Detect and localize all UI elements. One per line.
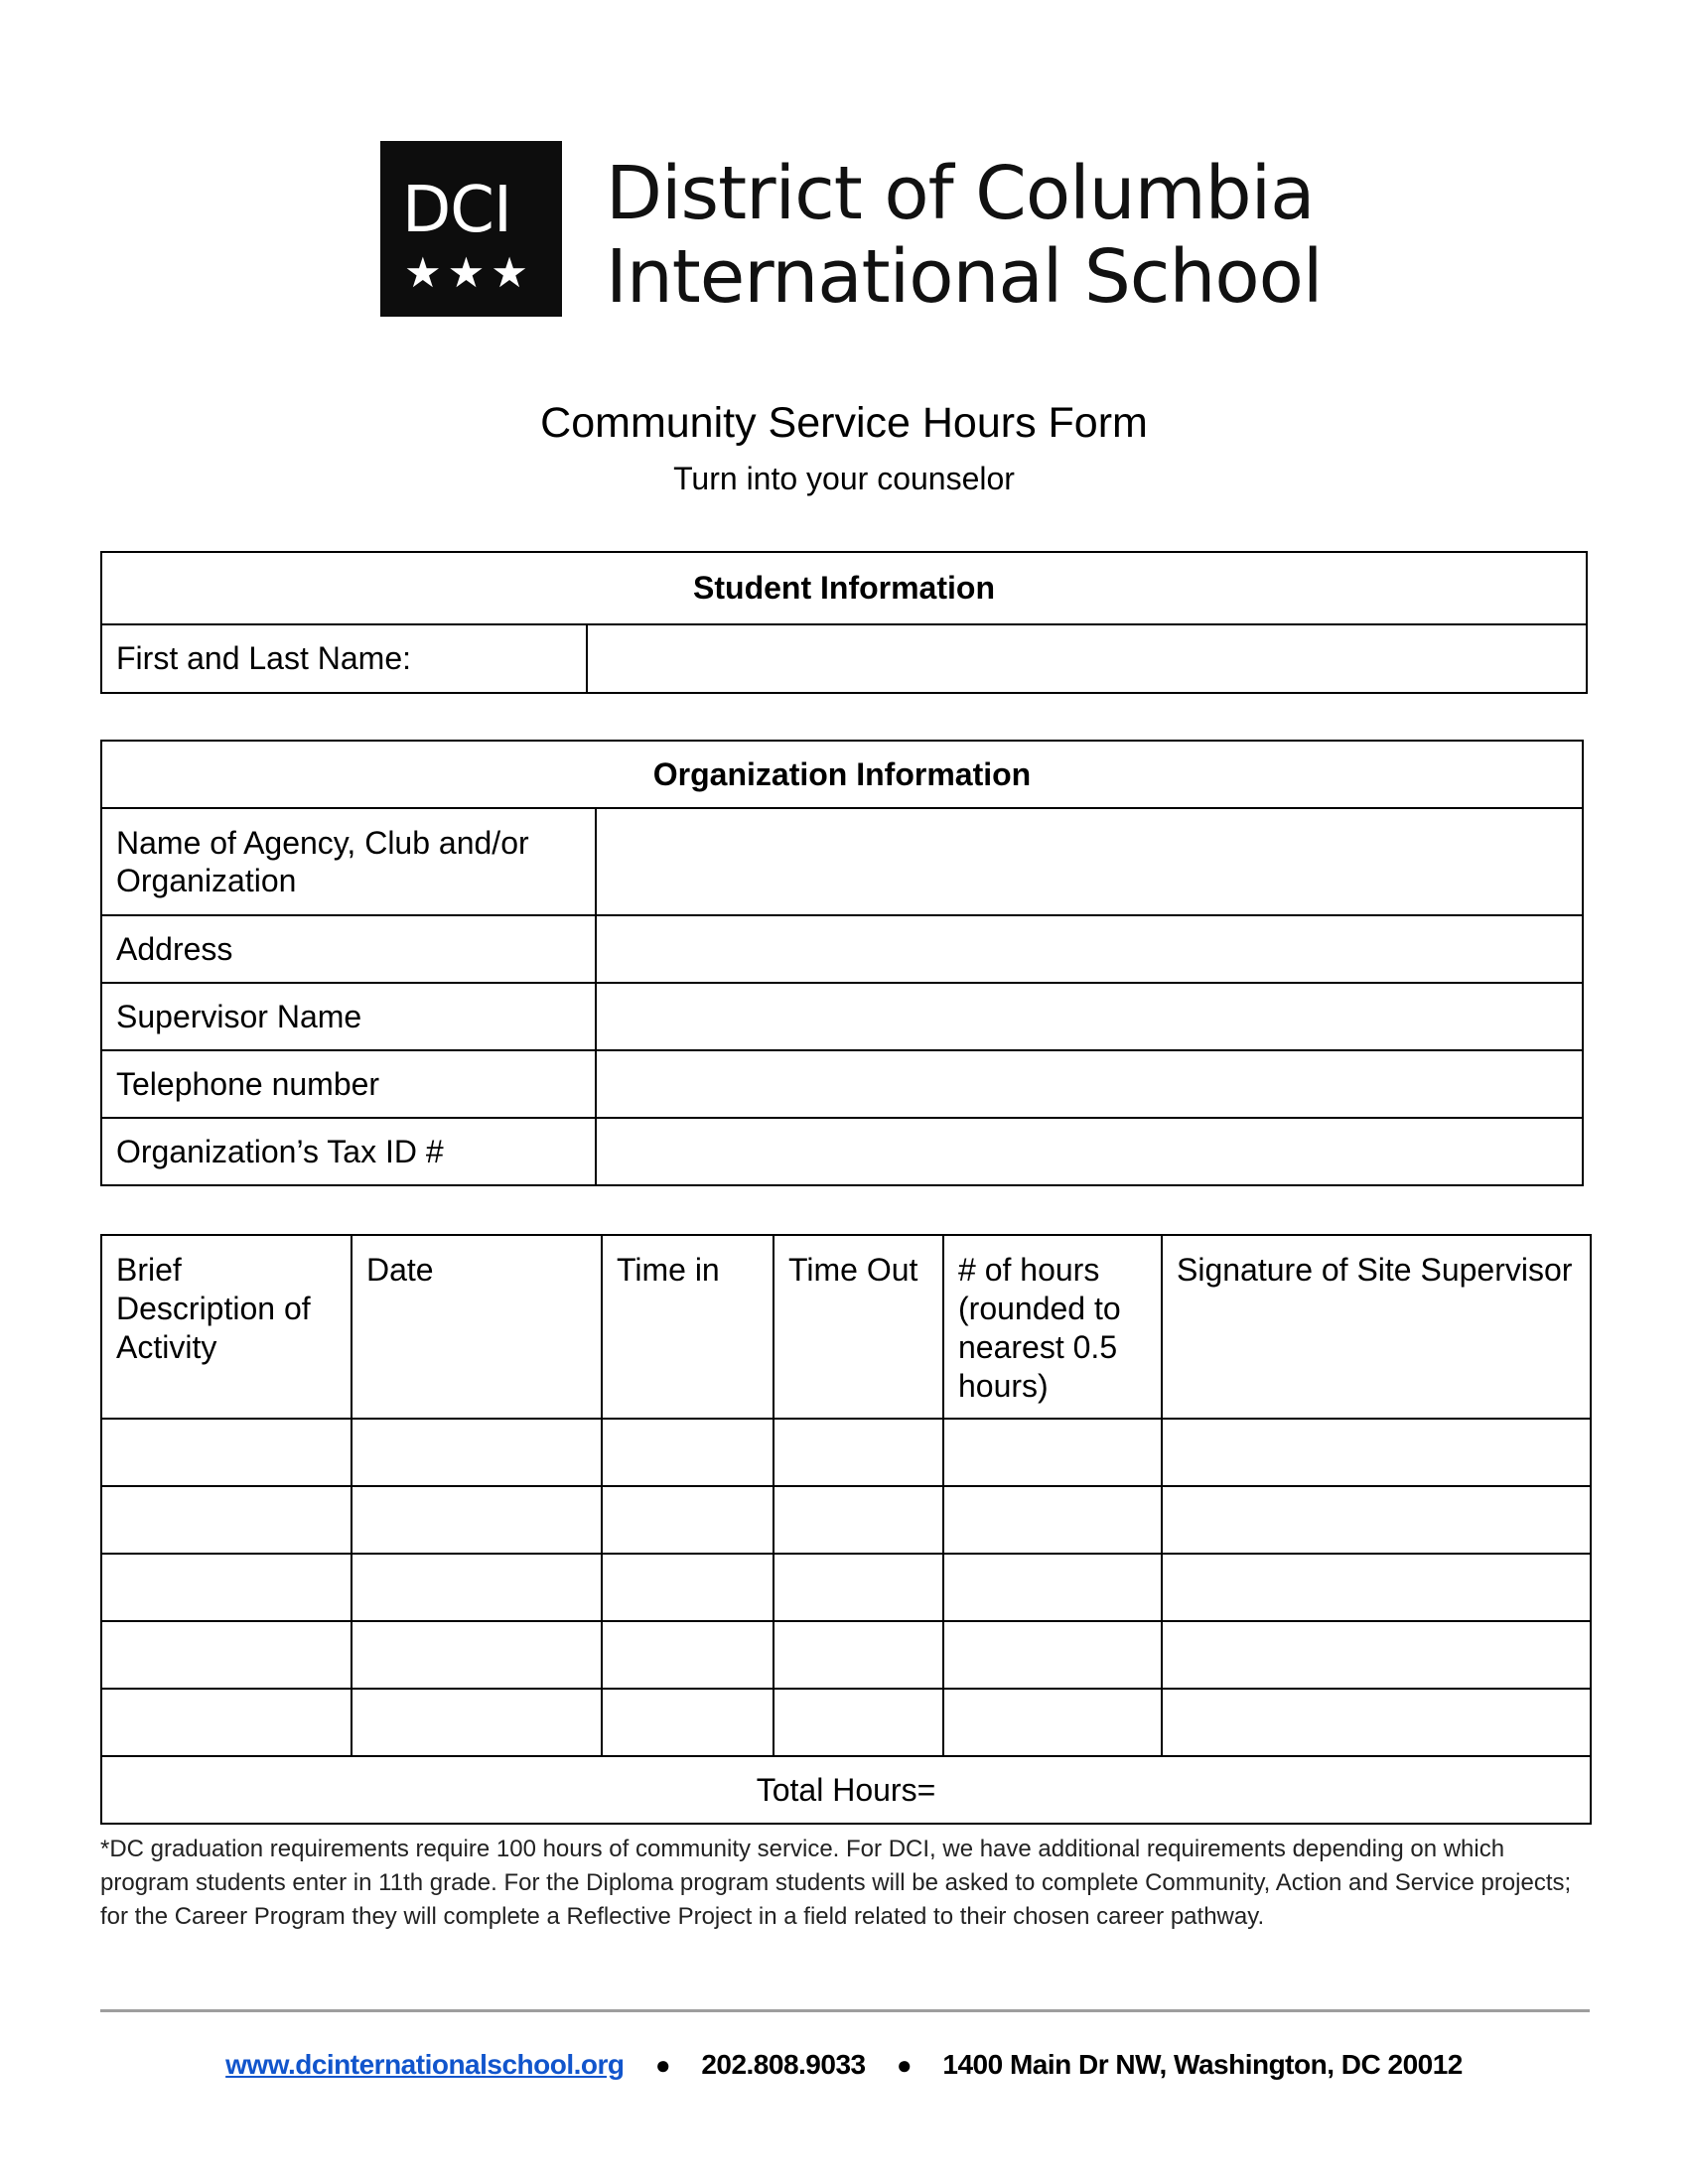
column-header-time-in: Time in [602, 1235, 774, 1419]
description-cell[interactable] [101, 1689, 352, 1756]
table-row [101, 1621, 1591, 1689]
signature-cell[interactable] [1162, 1554, 1591, 1621]
bullet-icon: ● [654, 2050, 671, 2080]
time-out-cell[interactable] [774, 1621, 943, 1689]
organization-info-heading: Organization Information [101, 741, 1583, 808]
street-address: 1400 Main Dr NW, Washington, DC 20012 [942, 2049, 1463, 2080]
logo-abbreviation: DCI [402, 174, 511, 247]
table-row [101, 1486, 1591, 1554]
time-out-cell[interactable] [774, 1419, 943, 1486]
logo-stars-icon: ★★★ [404, 248, 534, 297]
supervisor-name-label: Supervisor Name [101, 983, 596, 1050]
time-in-cell[interactable] [602, 1554, 774, 1621]
date-cell[interactable] [352, 1419, 602, 1486]
description-cell[interactable] [101, 1621, 352, 1689]
time-in-cell[interactable] [602, 1621, 774, 1689]
school-logo [380, 141, 562, 317]
time-in-cell[interactable] [602, 1419, 774, 1486]
time-out-cell[interactable] [774, 1689, 943, 1756]
date-cell[interactable] [352, 1554, 602, 1621]
hours-cell[interactable] [943, 1486, 1162, 1554]
description-cell[interactable] [101, 1419, 352, 1486]
form-subtitle: Turn into your counselor [673, 461, 1015, 496]
tax-id-field[interactable] [596, 1118, 1583, 1185]
signature-cell[interactable] [1162, 1486, 1591, 1554]
column-header-hours: # of hours (rounded to nearest 0.5 hours) [943, 1235, 1162, 1419]
school-name-line2: International School [606, 234, 1323, 320]
student-info-heading: Student Information [101, 552, 1587, 624]
table-row [101, 1554, 1591, 1621]
hours-cell[interactable] [943, 1554, 1162, 1621]
total-hours-label: Total Hours= [101, 1756, 1591, 1824]
footer [0, 2049, 1688, 2081]
hours-log-table [100, 1234, 1592, 1825]
tax-id-label: Organization’s Tax ID # [101, 1118, 596, 1185]
phone-number: 202.808.9033 [701, 2049, 866, 2080]
time-out-cell[interactable] [774, 1554, 943, 1621]
address-field[interactable] [596, 915, 1583, 983]
hours-cell[interactable] [943, 1621, 1162, 1689]
telephone-field[interactable] [596, 1050, 1583, 1118]
date-cell[interactable] [352, 1621, 602, 1689]
telephone-label: Telephone number [101, 1050, 596, 1118]
time-out-cell[interactable] [774, 1486, 943, 1554]
signature-cell[interactable] [1162, 1621, 1591, 1689]
footer-divider [100, 2009, 1590, 2012]
time-in-cell[interactable] [602, 1689, 774, 1756]
table-row [101, 1689, 1591, 1756]
graduation-requirements-note: *DC graduation requirements require 100 hours of community service. For DCI, we have additional requirements depending on which program students enter in 11th grade. For the Diploma program students will be asked to complete Community, Action and Service projects; for the Career Program they will complete a Reflective Project in a field related to their chosen career pathway. [100, 1836, 1572, 1930]
hours-cell[interactable] [943, 1689, 1162, 1756]
time-in-cell[interactable] [602, 1486, 774, 1554]
column-header-description: Brief Description of Activity [101, 1235, 352, 1419]
form-title: Community Service Hours Form [540, 399, 1148, 447]
hours-cell[interactable] [943, 1419, 1162, 1486]
signature-cell[interactable] [1162, 1689, 1591, 1756]
description-cell[interactable] [101, 1554, 352, 1621]
date-cell[interactable] [352, 1486, 602, 1554]
column-header-signature: Signature of Site Supervisor [1162, 1235, 1591, 1419]
bullet-icon: ● [896, 2050, 913, 2080]
supervisor-name-field[interactable] [596, 983, 1583, 1050]
column-header-time-out: Time Out [774, 1235, 943, 1419]
student-info-table [100, 551, 1588, 694]
organization-name-label: Name of Agency, Club and/or Organization [101, 808, 596, 915]
date-cell[interactable] [352, 1689, 602, 1756]
table-row [101, 1419, 1591, 1486]
description-cell[interactable] [101, 1486, 352, 1554]
website-link[interactable]: www.dcinternationalschool.org [225, 2049, 625, 2080]
school-name-line1: District of Columbia [606, 151, 1315, 236]
organization-info-table [100, 740, 1584, 1186]
student-name-label: First and Last Name: [101, 624, 587, 693]
school-name [606, 152, 1322, 319]
organization-name-field[interactable] [596, 808, 1583, 915]
column-header-date: Date [352, 1235, 602, 1419]
student-name-field[interactable] [587, 624, 1587, 693]
address-label: Address [101, 915, 596, 983]
signature-cell[interactable] [1162, 1419, 1591, 1486]
